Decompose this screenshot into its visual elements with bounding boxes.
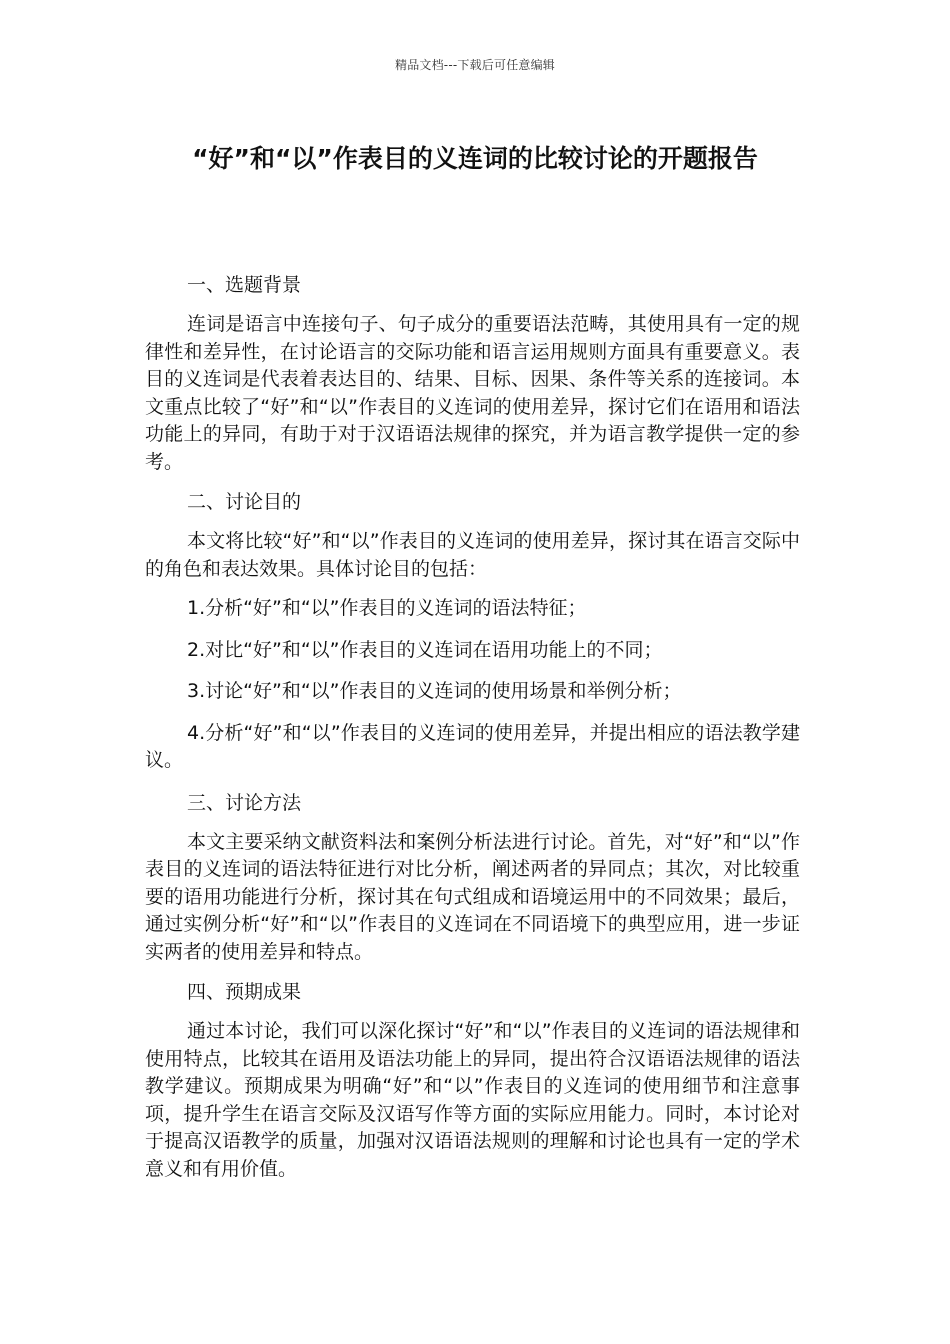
- section-purpose: [145, 488, 800, 775]
- document-title: “好”和“以”作表目的义连词的比较讨论的开题报告: [192, 144, 758, 173]
- section-paragraph: 通过本讨论，我们可以深化探讨“好”和“以”作表目的义连词的语法规律和使用特点，比较其在语用及语法功能上的异同，提出符合汉语语法规律的语法教学建议。预期成果为明确“好”和“以”作表目的义连词的使用细节和注意事项，提升学生在语言交际及汉语写作等方面的实际应用能力。同时，本讨论对于提高汉语教学的质量，加强对汉语语法规则的理解和讨论也具有一定的学术意义和有用价值。: [145, 1020, 800, 1180]
- section-heading: 三、讨论方法: [187, 791, 302, 814]
- section-heading: 二、讨论目的: [187, 491, 302, 513]
- section-expected-results: [145, 978, 800, 1183]
- section-paragraph: 连词是语言中连接句子、句子成分的重要语法范畴，其使用具有一定的规律性和差异性，在讨论语言的交际功能和语言运用规则方面具有重要意义。表目的义连词是代表着表达目的、结果、目标、因果、条件等关系的连接词。本文重点比较了“好”和“以”作表目的义连词的使用差异，探讨它们在语用和语法功能上的异同，有助于对于汉语语法规律的探究，并为语言教学提供一定的参考。: [145, 313, 800, 473]
- list-item: 4.分析“好”和“以”作表目的义连词的使用差异，并提出相应的语法教学建议。: [145, 721, 800, 771]
- list-item: 2.对比“好”和“以”作表目的义连词在语用功能上的不同；: [187, 638, 663, 661]
- list-item: 1.分析“好”和“以”作表目的义连词的语法特征；: [187, 597, 587, 619]
- section-background: [145, 271, 800, 476]
- document-body: [145, 271, 800, 1195]
- section-paragraph: 本文主要采纳文献资料法和案例分析法进行讨论。首先，对“好”和“以”作表目的义连词的语法特征进行对比分析，阐述两者的异同点；其次，对比较重要的语用功能进行分析，探讨其在句式组成和语境运用中的不同效果；最后，通过实例分析“好”和“以”作表目的义连词在不同语境下的典型应用，进一步证实两者的使用差异和特点。: [145, 830, 800, 963]
- section-paragraph: 本文将比较“好”和“以”作表目的义连词的使用差异，探讨其在语言交际中的角色和表达效果。具体讨论目的包括：: [145, 530, 800, 580]
- section-heading: 一、选题背景: [187, 274, 302, 296]
- list-item: 3.讨论“好”和“以”作表目的义连词的使用场景和举例分析；: [187, 680, 682, 702]
- page-header-watermark: 精品文档---下载后可任意编辑: [395, 58, 555, 72]
- section-method: [145, 789, 800, 967]
- section-heading: 四、预期成果: [187, 981, 302, 1003]
